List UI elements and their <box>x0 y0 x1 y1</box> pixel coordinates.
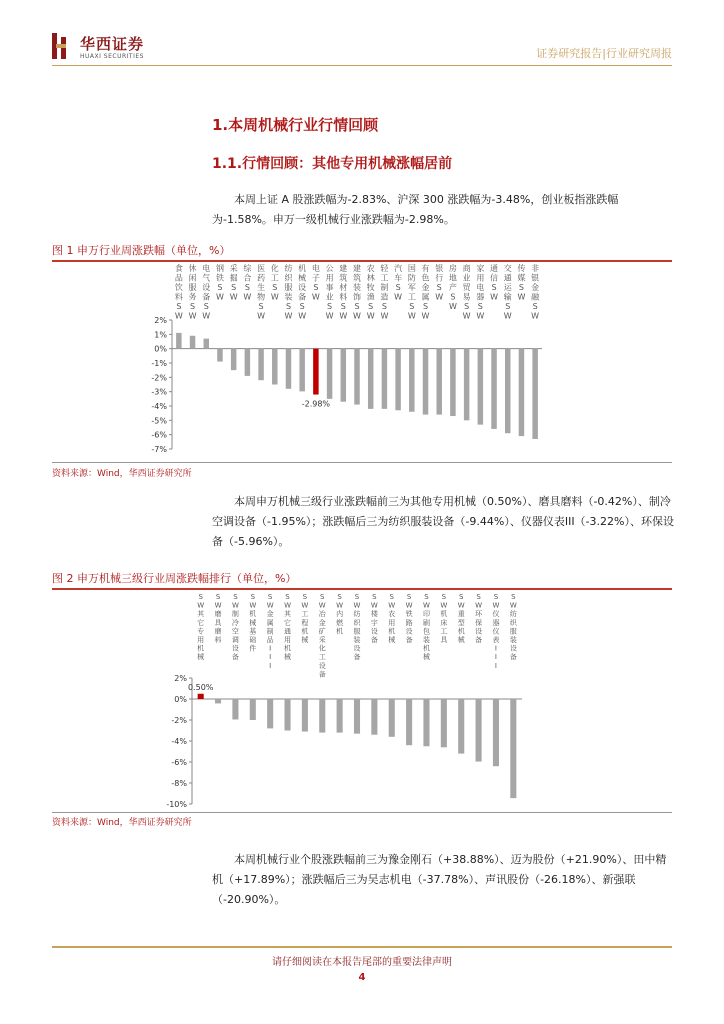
category-label: 休闲服务 S W <box>188 264 197 321</box>
footer-divider <box>52 946 672 948</box>
y-tick-label: -7% <box>151 445 167 454</box>
category-label: 机械设备 S W <box>298 264 307 321</box>
category-label: S W 其它专用机械 <box>197 593 205 662</box>
bar <box>406 699 412 745</box>
category-label: 采掘 S W <box>229 264 238 302</box>
category-label: 商业贸易 S W <box>462 264 471 321</box>
paragraph-text: 本周申万机械三级行业涨跌幅前三为其他专用机械（0.50%）、磨具磨料（-0.42%）、制冷空调设备（-1.95%）；涨跌幅后三为纺织服装设备（-9.44%）、仪器仪表III（-3.22%）、环保设备（-5.96%）。 <box>212 495 674 548</box>
bar <box>272 349 277 385</box>
category-label: 电气设备 S W <box>202 264 211 321</box>
bar <box>217 349 222 362</box>
bar <box>441 699 447 747</box>
bar <box>245 349 250 376</box>
bar <box>319 699 325 733</box>
category-label: S W 仪器仪表 I I I <box>492 593 500 670</box>
category-label: S W 工程机械 <box>301 593 309 644</box>
category-label: S W 农用机械 <box>388 593 396 644</box>
subsection-heading: 1.1.行情回顾：其他专用机械涨幅居前 <box>212 156 453 172</box>
category-label: 非银金融 S W <box>531 264 540 321</box>
category-label: S W 环保设备 <box>475 593 483 644</box>
bar <box>464 349 469 421</box>
category-label: 房地产 S W <box>448 264 457 311</box>
y-tick-label: -6% <box>151 430 167 440</box>
category-label: S W 印刷包装机械 <box>422 593 430 662</box>
figure2-bottom-rule <box>52 812 672 813</box>
category-label: S W 内燃机 <box>336 593 344 636</box>
category-label: S W 制冷空调设备 <box>231 593 239 662</box>
logo-english-text: HUAXI SECURITIES <box>80 53 144 60</box>
category-label: 国防军工 S W <box>407 264 416 321</box>
bar <box>409 349 414 412</box>
category-label: 轻工制造 S W <box>380 264 389 321</box>
category-label: S W 金属制品 I I I <box>266 593 274 670</box>
category-label: 综合 S W <box>243 264 252 302</box>
category-label: 银行 S W <box>435 264 444 302</box>
bar <box>395 349 400 411</box>
category-label: S W 纺织服装设备 <box>353 593 361 662</box>
bar <box>382 349 387 409</box>
y-tick-label: -2% <box>151 373 167 383</box>
legal-notice: 请仔细阅读在本报告尾部的重要法律声明 <box>272 957 452 968</box>
bar <box>337 699 343 733</box>
header-divider <box>52 65 672 66</box>
y-tick-label: 1% <box>154 330 167 340</box>
bar <box>423 699 429 746</box>
bar <box>215 699 221 703</box>
figure2-chart <box>52 590 672 812</box>
category-label: 家用电器 S W <box>476 264 485 321</box>
bar <box>198 694 204 699</box>
category-label: 公用事业 S W <box>325 264 334 321</box>
y-tick-label: -4% <box>171 737 187 746</box>
figure1-source: 资料来源：Wind，华西证券研究所 <box>52 469 192 479</box>
bar <box>232 699 238 719</box>
y-tick-label: 2% <box>154 316 167 325</box>
category-label: S W 磨具磨料 <box>214 593 222 644</box>
category-label: 医药生物 S W <box>257 264 266 321</box>
category-label: S W 冶金矿采化工设备 <box>318 593 326 679</box>
category-label: 有色金属 S W <box>421 264 430 321</box>
category-label: 食品饮料 S W <box>174 264 183 321</box>
figure1-bottom-rule <box>52 462 672 463</box>
bar <box>258 349 263 381</box>
category-label: 农林牧渔 S W <box>366 264 375 321</box>
y-tick-label: 0% <box>174 695 187 704</box>
bar <box>458 699 464 754</box>
category-label: S W 重型机械 <box>457 593 465 644</box>
y-tick-label: -5% <box>151 416 167 426</box>
bar <box>436 349 441 415</box>
bar <box>231 349 236 371</box>
bar <box>491 349 496 429</box>
section-heading: 1.本周机械行业行情回顾 <box>212 116 379 134</box>
category-label: 化工 S W <box>270 264 279 302</box>
figure2-source: 资料来源：Wind，华西证券研究所 <box>52 818 192 828</box>
bar <box>327 349 332 399</box>
bar <box>299 349 304 392</box>
bar <box>519 349 524 436</box>
y-tick-label: -10% <box>166 800 187 809</box>
page-header <box>0 0 724 68</box>
page-number: 4 <box>358 972 366 983</box>
huaxi-logo-icon <box>52 33 70 59</box>
bar <box>478 349 483 425</box>
bar <box>493 699 499 766</box>
bar <box>510 699 516 798</box>
paragraph-market-summary <box>212 190 676 230</box>
bar <box>371 699 377 735</box>
bar <box>368 349 373 409</box>
bar <box>505 349 510 434</box>
bar <box>532 349 537 439</box>
data-label: -2.98% <box>301 399 331 409</box>
bar <box>450 349 455 416</box>
bar <box>341 349 346 402</box>
category-label: 汽车 S W <box>394 264 403 302</box>
bar <box>389 699 395 737</box>
category-label: S W 铁路设备 <box>405 593 413 644</box>
y-tick-label: -4% <box>151 402 167 411</box>
logo-text: 华西证券 <box>80 35 145 53</box>
figure2-title: 图 2 申万机械三级行业周涨跌幅排行（单位，%） <box>52 572 297 585</box>
data-label: 0.50% <box>187 682 214 692</box>
bar <box>286 349 291 389</box>
report-type: 证券研究报告|行业研究周报 <box>536 47 672 60</box>
bar <box>423 349 428 415</box>
category-label: 建筑材料 S W <box>339 264 348 321</box>
bar <box>354 699 360 734</box>
bar <box>476 699 482 762</box>
category-label: S W 机床工具 <box>440 593 448 644</box>
bar <box>313 349 318 395</box>
y-tick-label: -2% <box>171 716 187 725</box>
category-label: 交通运输 S W <box>503 264 512 321</box>
bar <box>354 349 359 405</box>
y-tick-label: -3% <box>151 387 167 397</box>
bar <box>250 699 256 720</box>
bar <box>190 336 195 349</box>
bar <box>204 339 209 349</box>
figure1-title: 图 1 申万行业周涨跌幅（单位，%） <box>52 244 231 257</box>
paragraph-stock-summary <box>212 850 676 910</box>
category-label: 电子 S W <box>311 264 320 302</box>
bar <box>302 699 308 732</box>
y-tick-label: -1% <box>151 359 167 368</box>
category-label: 传媒 S W <box>517 264 526 302</box>
category-label: 通信 S W <box>490 264 499 302</box>
paragraph-text: 本周上证 A 股涨跌幅为-2.83%、沪深 300 涨跌幅为-3.48%，创业板指涨跌幅为-1.58%。申万一级机械行业涨跌幅为-2.98%。 <box>212 193 619 226</box>
bar <box>284 699 290 731</box>
category-label: S W 楼宇设备 <box>370 593 378 644</box>
y-tick-label: 0% <box>154 344 167 354</box>
paragraph-subindustry-summary <box>212 492 676 552</box>
y-tick-label: 2% <box>174 674 187 683</box>
figure1-chart <box>52 262 672 462</box>
y-tick-label: -8% <box>171 779 187 788</box>
paragraph-text: 本周机械行业个股涨跌幅前三为豫金刚石（+38.88%）、迈为股份（+21.90%）、田中精机（+17.89%）；涨跌幅后三为吴志机电（-37.78%）、声讯股份（-26.18%）、新强联（-20.90%）。 <box>212 853 667 906</box>
category-label: 钢铁 S W <box>215 264 224 302</box>
bar <box>176 333 181 349</box>
category-label: S W 机械基础件 <box>249 593 257 653</box>
y-tick-label: -6% <box>171 758 187 767</box>
category-label: S W 纺织服装设备 <box>509 593 517 662</box>
category-label: 建筑装饰 S W <box>353 264 361 321</box>
bar <box>267 699 273 728</box>
category-label: 纺织服装 S W <box>284 264 293 321</box>
category-label: S W 其它通用机械 <box>284 593 292 662</box>
